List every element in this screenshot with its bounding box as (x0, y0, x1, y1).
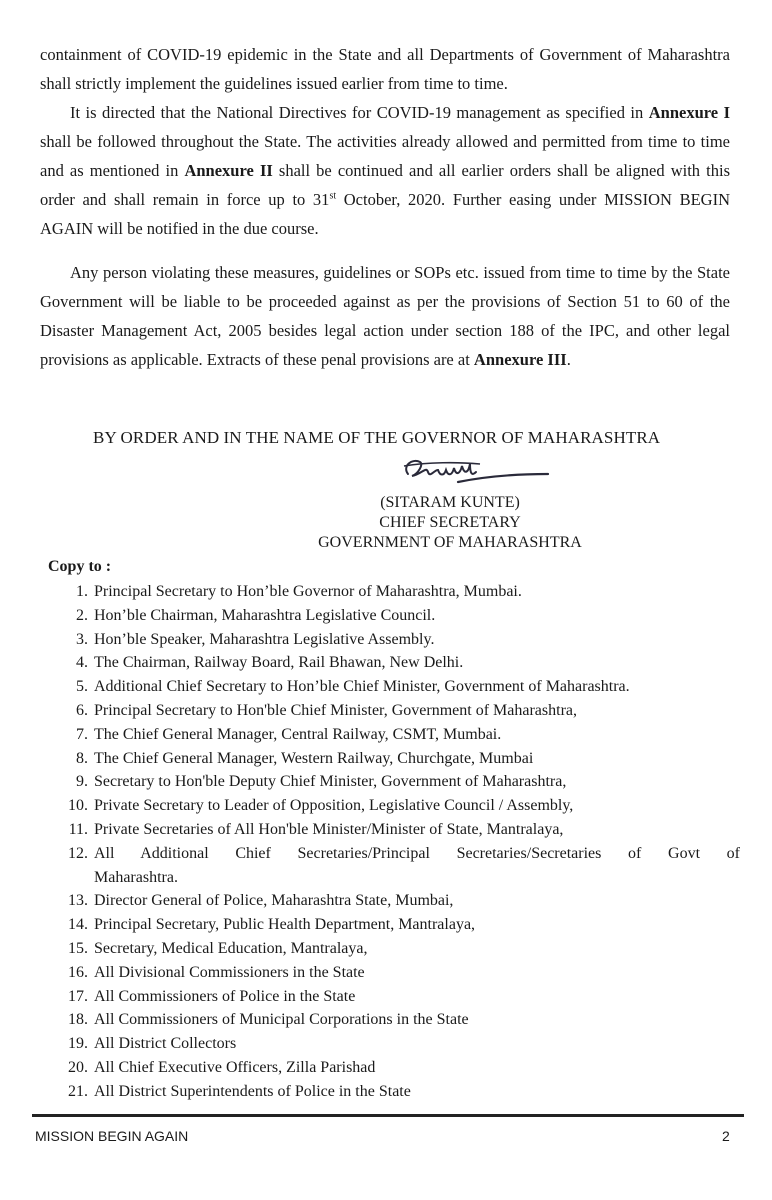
paragraph-2-text-b: shall be followed throughout the State. The activities already allowed and permitted from time to time and as mentioned in (40, 132, 730, 180)
order-line: BY ORDER AND IN THE NAME OF THE GOVERNOR OF MAHARASHTRA (93, 428, 661, 447)
paragraph-2-text-d: October, 2020. Further easing under MISSION BEGIN AGAIN will be notified in the due course. (40, 190, 730, 238)
paragraph-3 (40, 258, 730, 374)
list-item: 11. Private Secretaries of All Hon'ble Minister/Minister of State, Mantralaya, (68, 820, 564, 838)
copy-to-list (50, 580, 740, 1104)
list-item: 3. Hon’ble Speaker, Maharashtra Legislative Assembly. (76, 630, 435, 648)
paragraph-2-text-c: shall be continued and all earlier orders shall be aligned with this order and shall remain in force up to 31 (40, 161, 730, 209)
paragraph-3-text-b: . (566, 350, 571, 369)
list-item: 20. All Chief Executive Officers, Zilla Parishad (68, 1058, 376, 1076)
list-item: 4. The Chairman, Railway Board, Rail Bhawan, New Delhi. (76, 654, 464, 672)
list-item: 16. All Divisional Commissioners in the State (68, 963, 365, 981)
list-item: 15. Secretary, Medical Education, Mantralaya, (68, 939, 368, 957)
signatory-office: GOVERNMENT OF MAHARASHTRA (318, 534, 582, 551)
list-item: 17. All Commissioners of Police in the State (68, 987, 356, 1005)
list-item: 21. All District Superintendents of Police in the State (68, 1082, 411, 1100)
paragraph-3-text-a: Any person violating these measures, guidelines or SOPs etc. issued from time to time by the State Government will be liable to be proceeded against as per the provisions of Section 51 to 60 of the Disaster Management Act, 2005 besides legal action under section 188 of the IPC, and other legal provisions as applicable. Extracts of these penal provisions are at (40, 263, 730, 369)
paragraph-2 (40, 98, 730, 243)
signatory-block (285, 493, 615, 553)
list-item: 18. All Commissioners of Municipal Corporations in the State (68, 1011, 469, 1029)
footer-divider (32, 1114, 744, 1117)
date-superscript: st (329, 190, 337, 202)
list-item: 5. Additional Chief Secretary to Hon’ble Chief Minister, Government of Maharashtra. (76, 678, 630, 696)
paragraph-1 (40, 40, 730, 98)
annexure-3-ref: Annexure III (473, 350, 567, 369)
list-item: 9. Secretary to Hon'ble Deputy Chief Minister, Government of Maharashtra, (76, 773, 567, 791)
signatory-name: (SITARAM KUNTE) (380, 494, 520, 511)
footer-title: MISSION BEGIN AGAIN (35, 1128, 189, 1144)
list-item: 2. Hon’ble Chairman, Maharashtra Legislative Council. (76, 606, 436, 624)
paragraph-2-text-a: It is directed that the National Directives for COVID-19 management as specified in (70, 103, 649, 122)
signature-image (398, 452, 558, 492)
list-item: 8. The Chief General Manager, Western Railway, Churchgate, Mumbai (76, 749, 534, 767)
paragraph-1-text: containment of COVID-19 epidemic in the State and all Departments of Government of Maharashtra shall strictly implement the guidelines issued earlier from time to time. (40, 45, 730, 93)
annexure-1-ref: Annexure I (648, 103, 730, 122)
list-item: 6. Principal Secretary to Hon'ble Chief Minister, Government of Maharashtra, (76, 701, 577, 719)
page-number: 2 (722, 1128, 730, 1144)
annexure-2-ref: Annexure II (184, 161, 273, 180)
list-item: 14. Principal Secretary, Public Health Department, Mantralaya, (68, 916, 476, 934)
signatory-designation: CHIEF SECRETARY (379, 514, 521, 531)
list-item: 1. Principal Secretary to Hon’ble Governor of Maharashtra, Mumbai. (76, 583, 522, 600)
list-item: 7. The Chief General Manager, Central Railway, CSMT, Mumbai. (76, 725, 502, 743)
list-item: 10. Private Secretary to Leader of Opposition, Legislative Council / Assembly, (68, 797, 574, 815)
list-item: 13. Director General of Police, Maharashtra State, Mumbai, (68, 892, 454, 910)
list-item: 12. All Additional Chief Secretaries/Principal Secretaries/Secretaries of Govt of Maharashtra. (68, 844, 740, 886)
copy-to-heading: Copy to : (48, 558, 112, 575)
list-item: 19. All District Collectors (68, 1035, 237, 1053)
